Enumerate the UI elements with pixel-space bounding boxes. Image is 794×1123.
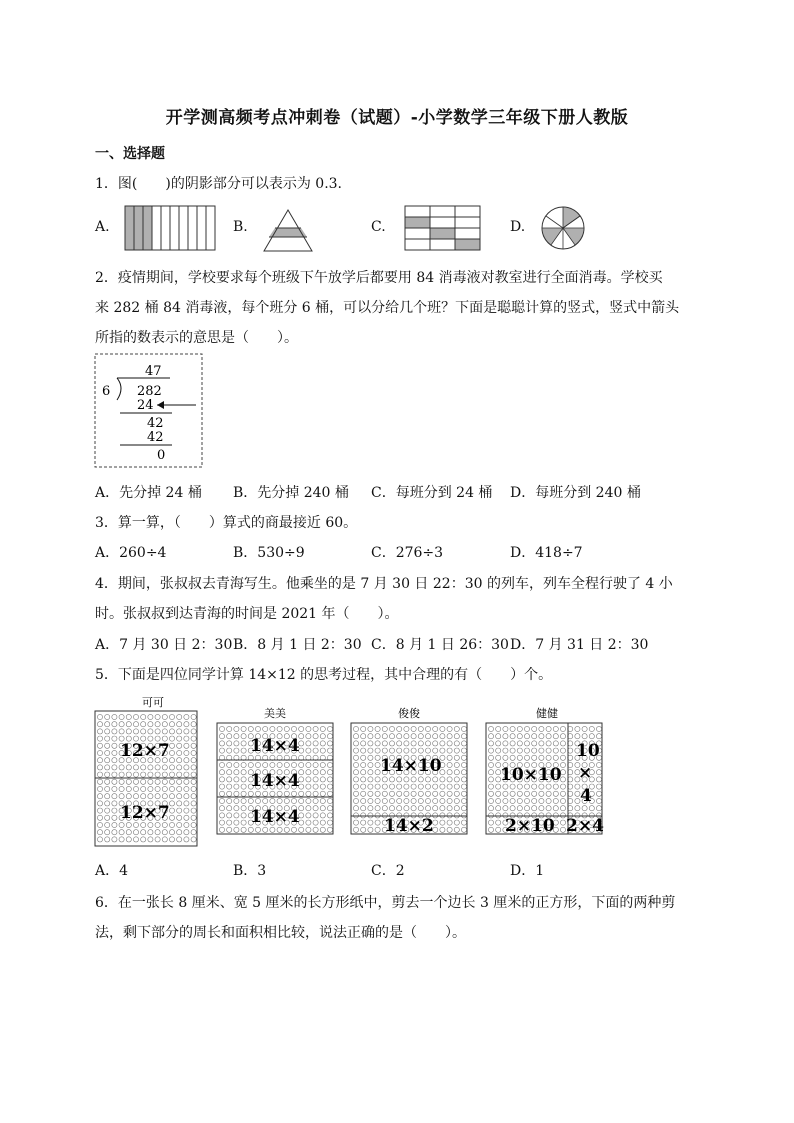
q1-figure-d — [542, 207, 584, 249]
grid-title-keke: 可可 — [142, 696, 164, 709]
q1-figure-a — [125, 206, 215, 250]
q3-text: 3．算一算，（ ）算式的商最接近 60。 — [95, 515, 358, 531]
q6-line1: 6．在一张长 8 厘米、宽 5 厘米的长方形纸中，剪去一个边长 3 厘米的正方形，下面的两种剪 — [95, 895, 676, 911]
q2-option-d[interactable]: D．每班分到 240 桶 — [510, 485, 641, 501]
grid-label-jianjian-1: 10×10 — [500, 765, 562, 785]
grid-label-meimei-1: 14×4 — [250, 736, 300, 756]
grid-label-jianjian-3: × — [578, 763, 593, 783]
division-step1: 24 — [137, 398, 154, 413]
q1-option-c-label[interactable]: C. — [371, 219, 386, 235]
page-title: 开学测高频考点冲刺卷（试题）-小学数学三年级下册人教版 — [165, 108, 629, 128]
q5-option-a[interactable]: A．4 — [95, 863, 129, 879]
grid-label-meimei-3: 14×4 — [250, 807, 300, 827]
grid-label-junjun-2: 14×2 — [384, 816, 434, 836]
q1-option-b-label[interactable]: B. — [233, 219, 248, 235]
grid-label-jianjian-5: 2×10 — [505, 816, 555, 836]
q6-line2: 法，剩下部分的周长和面积相比较，说法正确的是（ ）。 — [95, 925, 466, 941]
q4-option-a[interactable]: A．7 月 30 日 2：30 — [95, 637, 233, 653]
q3-option-d[interactable]: D．418÷7 — [510, 545, 583, 561]
division-step2: 42 — [147, 416, 164, 431]
q4-option-d[interactable]: D．7 月 31 日 2：30 — [510, 637, 649, 653]
grid-label-meimei-2: 14×4 — [250, 771, 300, 791]
division-remainder: 0 — [157, 448, 166, 463]
grid-label-keke-1: 12×7 — [120, 741, 170, 761]
grid-label-keke-2: 12×7 — [120, 803, 170, 823]
division-divisor: 6 — [102, 384, 111, 399]
q1-figure-c — [405, 206, 480, 250]
q1-text: 1．图( )的阴影部分可以表示为 0.3. — [95, 176, 342, 192]
q5-option-c[interactable]: C．2 — [371, 863, 405, 879]
q5-text: 5．下面是四位同学计算 14×12 的思考过程，其中合理的有（ ）个。 — [95, 667, 553, 683]
q5-grids — [95, 696, 604, 846]
q4-option-b[interactable]: B．8 月 1 日 2：30 — [233, 637, 362, 653]
q5-option-b[interactable]: B．3 — [233, 863, 267, 879]
q1-figure-b — [264, 210, 312, 251]
q5-option-d[interactable]: D．1 — [510, 863, 545, 879]
grid-label-jianjian-6: 2×4 — [566, 816, 604, 836]
q4-line2: 时。张叔叔到达青海的时间是 2021 年（ ）。 — [95, 606, 399, 622]
grid-title-meimei: 美美 — [264, 707, 286, 720]
q2-line3: 所指的数表示的意思是（ ）。 — [95, 330, 298, 346]
division-step3: 42 — [147, 430, 164, 445]
grid-label-jianjian-4: 4 — [580, 786, 592, 806]
grid-label-junjun-1: 14×10 — [380, 756, 442, 776]
grid-title-junjun: 俊俊 — [398, 707, 420, 720]
q3-option-a[interactable]: A．260÷4 — [95, 545, 167, 561]
q2-line1: 2．疫情期间，学校要求每个班级下午放学后都要用 84 消毒液对教室进行全面消毒。学校买 — [95, 270, 663, 286]
section-heading: 一、选择题 — [95, 146, 165, 162]
q3-option-b[interactable]: B．530÷9 — [233, 545, 305, 561]
q1-option-a-label[interactable]: A. — [95, 219, 110, 235]
grid-label-jianjian-2: 10 — [576, 741, 600, 761]
q2-option-a[interactable]: A．先分掉 24 桶 — [95, 485, 202, 501]
grid-title-jianjian: 健健 — [536, 707, 558, 720]
division-dividend: 282 — [137, 384, 162, 399]
q2-long-division — [95, 354, 202, 467]
q2-line2: 来 282 桶 84 消毒液，每个班分 6 桶，可以分给几个班？下面是聪聪计算的竖式，竖式中箭头 — [95, 300, 680, 316]
q3-option-c[interactable]: C．276÷3 — [371, 545, 444, 561]
q4-line1: 4．期间，张叔叔去青海写生。他乘坐的是 7 月 30 日 22：30 的列车，列车全程行驶了 4 小 — [95, 576, 673, 592]
q2-option-b[interactable]: B．先分掉 240 桶 — [233, 485, 349, 501]
arrow-icon — [157, 401, 164, 409]
division-quotient: 47 — [145, 364, 162, 379]
q2-option-c[interactable]: C．每班分到 24 桶 — [371, 485, 493, 501]
q4-option-c[interactable]: C．8 月 1 日 26：30 — [371, 637, 509, 653]
q1-option-d-label[interactable]: D. — [510, 219, 526, 235]
